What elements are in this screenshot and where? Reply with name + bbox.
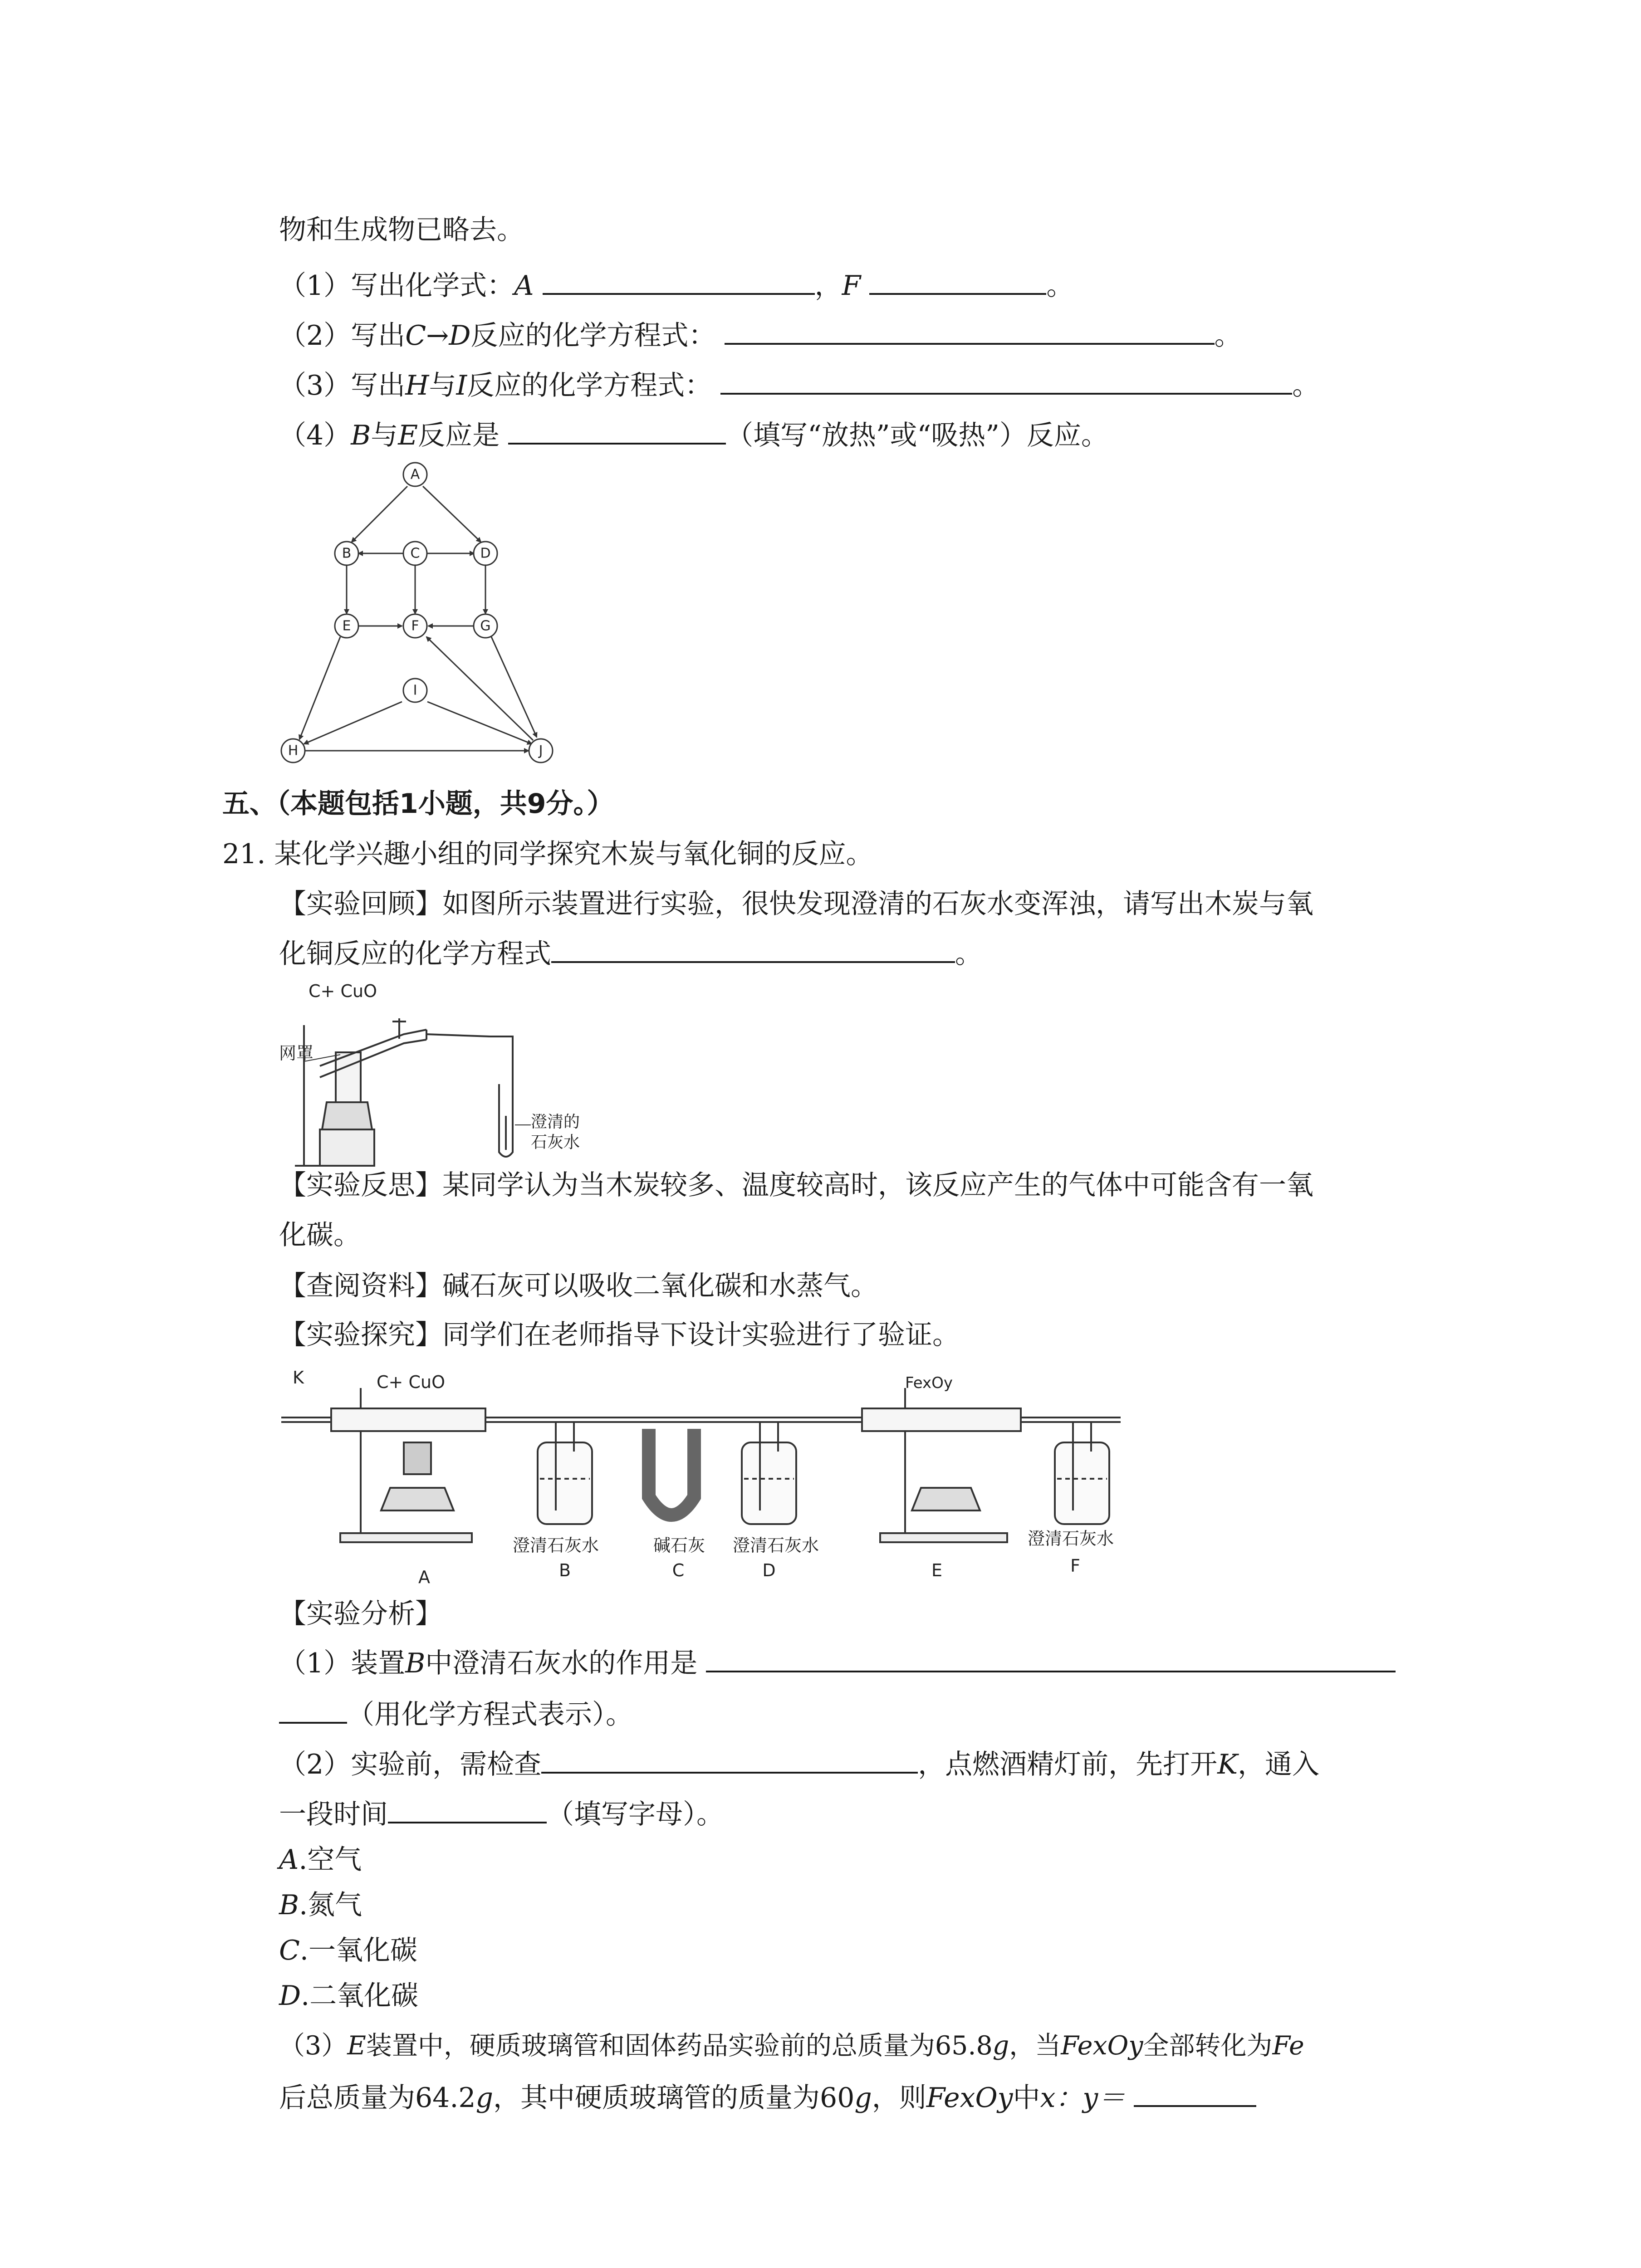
label-c-soda-lime: 碱石灰 xyxy=(653,1535,705,1555)
apparatus-figure-2 xyxy=(272,1361,1134,1606)
question-20-part-4: （4）B与E反应是 （填写“放热”或“吸热”）反应。 xyxy=(279,417,1108,454)
answer-blank-h-i[interactable] xyxy=(720,367,1292,395)
question-20-part-3: （3）写出H与I反应的化学方程式： 。 xyxy=(279,367,1319,404)
question-20-intro-end: 物和生成物已略去。 xyxy=(279,214,524,246)
answer-blank-a[interactable] xyxy=(543,268,815,295)
answer-blank-f[interactable] xyxy=(869,268,1046,295)
node-a: A xyxy=(410,466,420,483)
answer-blank-b-role[interactable] xyxy=(706,1645,1396,1672)
label-f-limewater: 澄清石灰水 xyxy=(1028,1529,1114,1549)
question-20-part-2: （2）写出C→D反应的化学方程式： 。 xyxy=(279,318,1242,354)
answer-blank-gas-choice[interactable] xyxy=(388,1796,547,1823)
node-d: D xyxy=(480,545,491,562)
node-g: G xyxy=(480,618,491,634)
device-b-letter: B xyxy=(558,1560,571,1580)
reagent-a-label: C+ CuO xyxy=(377,1372,445,1392)
option-d: D.二氧化碳 xyxy=(279,1980,419,2012)
answer-blank-b-role-cont[interactable] xyxy=(279,1696,347,1724)
limewater-label-2: 石灰水 xyxy=(531,1133,580,1152)
node-i: I xyxy=(413,682,417,699)
device-e-letter: E xyxy=(931,1560,943,1580)
lookup-info: 【查阅资料】碱石灰可以吸收二氧化碳和水蒸气。 xyxy=(279,1270,878,1302)
answer-blank-ratio[interactable] xyxy=(1134,2080,1256,2107)
experiment-review-line-2: 化铜反应的化学方程式 。 xyxy=(279,936,982,972)
option-c: C.一氧化碳 xyxy=(279,1935,417,1966)
reagent-label: C+ CuO xyxy=(309,981,377,1001)
device-a-letter: A xyxy=(418,1567,430,1587)
analysis-part-1-line-2: （用化学方程式表示）。 xyxy=(279,1696,633,1733)
analysis-part-1: （1）装置B中澄清石灰水的作用是 xyxy=(279,1645,1396,1681)
node-e: E xyxy=(342,618,351,634)
apparatus-figure-1 xyxy=(277,980,603,1170)
analysis-part-2-line-2: 一段时间 （填写字母）。 xyxy=(279,1796,724,1833)
answer-blank-equation[interactable] xyxy=(551,936,955,963)
analysis-part-3: （3）E装置中，硬质玻璃管和固体药品实验前的总质量为65.8g，当FexOy全部转化为Fe xyxy=(279,2031,1304,2061)
analysis-part-3-line-2: 后总质量为64.2g，其中硬质玻璃管的质量为60g，则FexOy中x：y＝ xyxy=(279,2080,1256,2116)
experiment-explore: 【实验探究】同学们在老师指导下设计实验进行了验证。 xyxy=(279,1319,960,1351)
device-d-letter: D xyxy=(762,1560,776,1580)
valve-k-label: K xyxy=(293,1368,304,1388)
device-f-letter: F xyxy=(1070,1556,1080,1576)
answer-blank-b-e[interactable] xyxy=(508,417,726,445)
experiment-reflection-line-1: 【实验反思】某同学认为当木炭较多、温度较高时，该反应产生的气体中可能含有一氧 xyxy=(279,1169,1313,1201)
node-h: H xyxy=(288,743,299,759)
answer-blank-c-to-d[interactable] xyxy=(725,318,1215,345)
option-a: A.空气 xyxy=(279,1844,362,1876)
mesh-cover-label: 网罩 xyxy=(279,1043,314,1063)
question-20-part-1: （1）写出化学式：A ，F 。 xyxy=(279,268,1073,304)
node-b: B xyxy=(342,545,352,562)
analysis-part-2: （2）实验前，需检查 ，点燃酒精灯前，先打开K，通入 xyxy=(279,1746,1319,1783)
experiment-review-line-1: 【实验回顾】如图所示装置进行实验，很快发现澄清的石灰水变浑浊，请写出木炭与氧 xyxy=(279,888,1313,920)
substance-relation-diagram xyxy=(272,458,590,771)
label-b-limewater: 澄清石灰水 xyxy=(513,1535,599,1555)
option-b: B.氮气 xyxy=(279,1889,362,1921)
label-d-limewater: 澄清石灰水 xyxy=(733,1535,819,1555)
section-5-heading: 五、（本题包括1小题，共9分。） xyxy=(222,788,614,820)
device-c-letter: C xyxy=(672,1560,685,1580)
node-j: J xyxy=(539,743,543,759)
experiment-reflection-line-2: 化碳。 xyxy=(279,1219,361,1251)
node-f: F xyxy=(411,618,419,634)
limewater-label-1: 澄清的 xyxy=(531,1113,580,1131)
analysis-heading: 【实验分析】 xyxy=(279,1598,442,1630)
node-c: C xyxy=(410,545,420,562)
answer-blank-check[interactable] xyxy=(541,1746,918,1774)
page-number xyxy=(789,2266,838,2268)
reagent-e-label: FexOy xyxy=(905,1374,953,1392)
question-21-stem: 21. 某化学兴趣小组的同学探究木炭与氧化铜的反应。 xyxy=(222,838,873,870)
